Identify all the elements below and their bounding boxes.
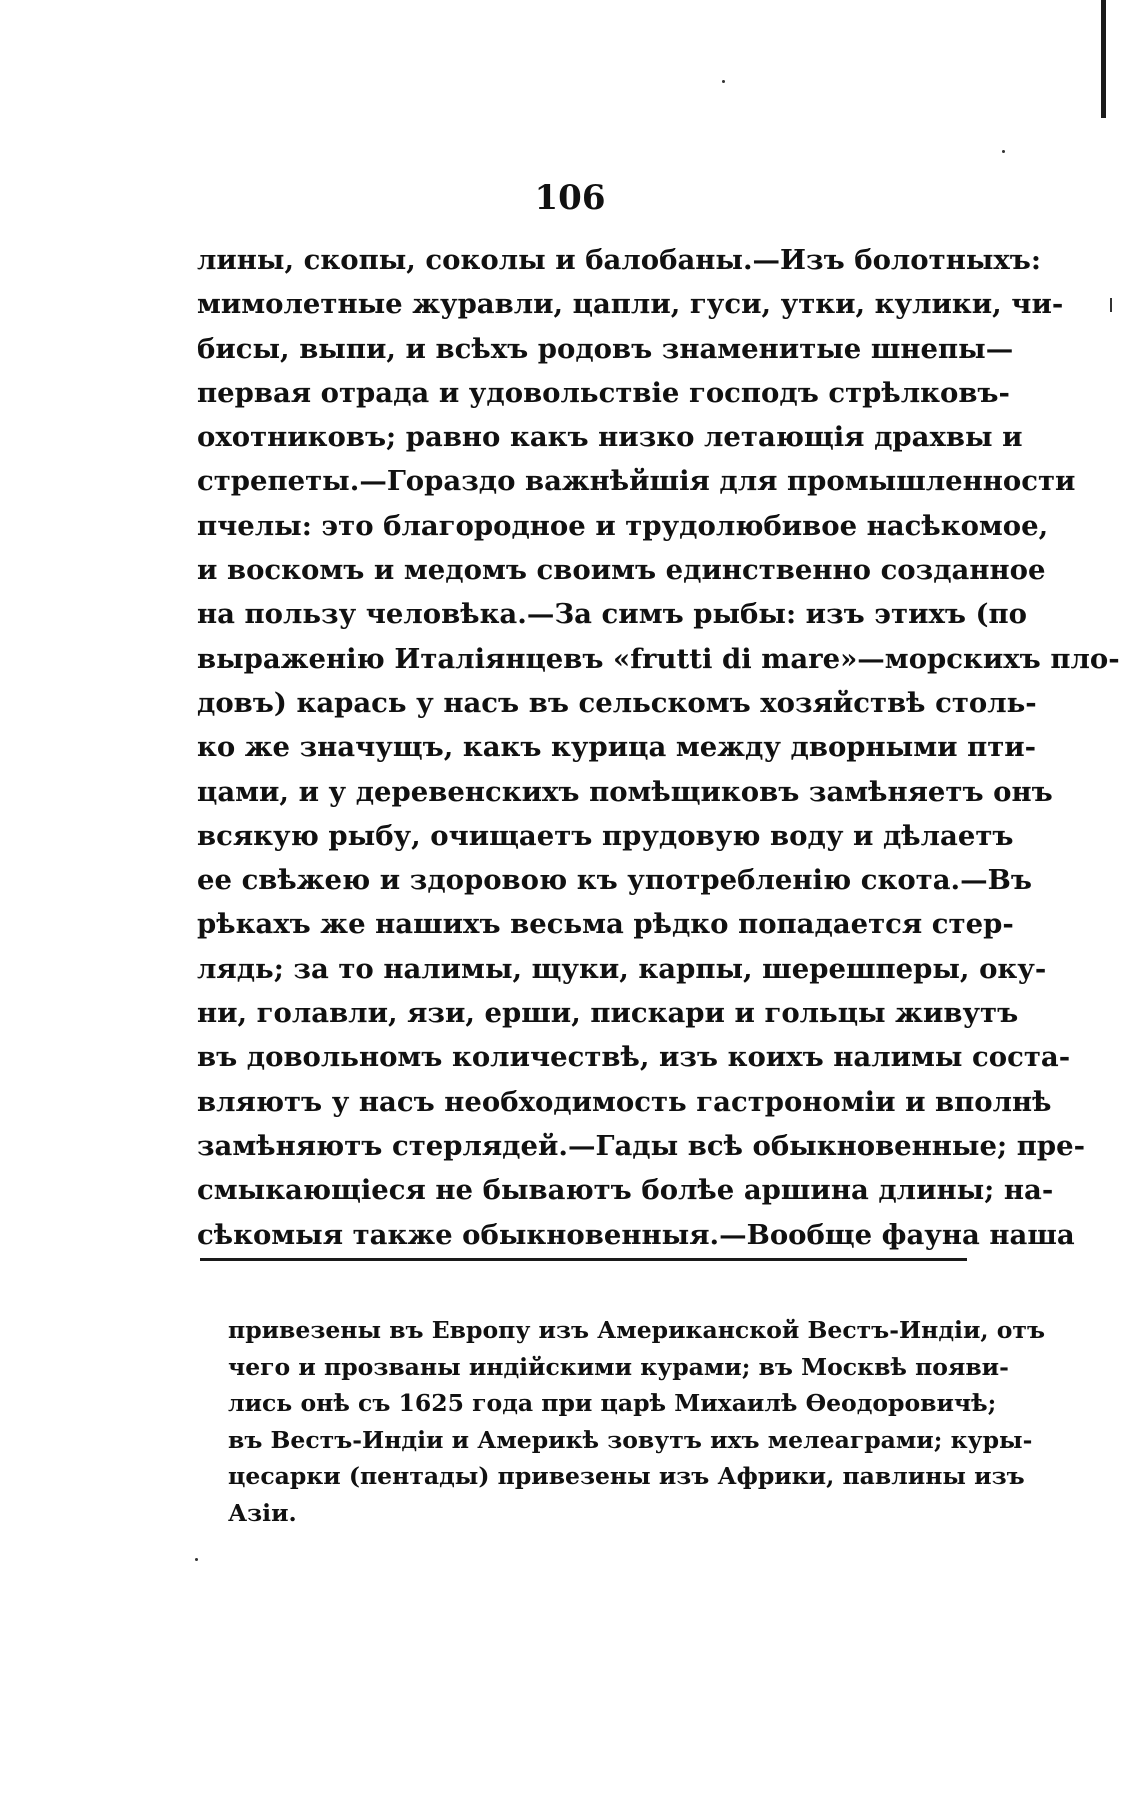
page-edge-mark <box>1101 0 1106 118</box>
footnote-line: привезены въ Европу изъ Американской Вестъ-Индіи, отъ <box>228 1316 1046 1344</box>
text-line: мимолетные журавли, цапли, гуси, утки, кулики, чи- <box>197 288 1064 321</box>
text-line: замѣняютъ стерлядей.—Гады всѣ обыкновенные; пре- <box>197 1129 1085 1162</box>
text-line: стрепеты.—Гораздо важнѣйшія для промышленности <box>197 465 1076 498</box>
text-line: вляютъ у насъ необходимость гастрономіи и вполнѣ <box>197 1085 1052 1118</box>
text-line: сѣкомыя также обыкновенныя.—Вообще фауна наша <box>197 1218 1075 1251</box>
text-line: смыкающіеся не бываютъ болѣе аршина длины; на- <box>197 1174 1054 1207</box>
footnote-line: лись онѣ съ 1625 года при царѣ Михаилѣ Ѳеодоровичѣ; <box>228 1389 997 1417</box>
text-line: первая отрада и удовольствіе господъ стрѣлковъ- <box>197 376 1010 409</box>
page-number: 106 <box>534 178 606 218</box>
main-text-block <box>197 238 1120 1257</box>
text-line: на пользу человѣка.—За симъ рыбы: изъ этихъ (по <box>197 598 1028 631</box>
footnote-divider <box>200 1258 967 1261</box>
footnote-line: чего и прозваны индійскими курами; въ Москвѣ появи- <box>228 1352 1009 1381</box>
paper-speck <box>1110 298 1112 312</box>
text-line: ее свѣжею и здоровою къ употребленію скота.—Въ <box>197 864 1032 897</box>
text-line: въ довольномъ количествѣ, изъ коихъ налимы соста- <box>197 1041 1071 1074</box>
text-line: бисы, выпи, и всѣхъ родовъ знаменитые шнепы— <box>197 332 1014 365</box>
footnote-line: Азіи. <box>228 1498 297 1527</box>
footnote-block <box>228 1312 1046 1531</box>
text-line: выраженію Италіянцевъ «frutti di mare»—морскихъ пло- <box>197 642 1120 675</box>
paper-speck <box>722 80 725 83</box>
paper-speck <box>1002 150 1005 153</box>
text-line: всякую рыбу, очищаетъ прудовую воду и дѣлаетъ <box>197 819 1014 852</box>
text-line: лины, скопы, соколы и балобаны.—Изъ болотныхъ: <box>197 244 1042 276</box>
text-line: цами, и у деревенскихъ помѣщиковъ замѣняетъ онъ <box>197 775 1053 808</box>
footnote-line: цесарки (пентады) привезены изъ Африки, павлины изъ <box>228 1462 1025 1490</box>
text-line: пчелы: это благородное и трудолюбивое насѣкомое, <box>197 509 1049 542</box>
text-line: и воскомъ и медомъ своимъ единственно созданное <box>197 554 1046 587</box>
text-line: охотниковъ; равно какъ низко летающія драхвы и <box>197 421 1023 454</box>
text-line: ко же значущъ, какъ курица между дворными пти- <box>197 731 1037 764</box>
text-line: довъ) карась у насъ въ сельскомъ хозяйствѣ столь- <box>197 686 1037 719</box>
text-line: ни, голавли, язи, ерши, пискари и гольцы живутъ <box>197 997 1019 1030</box>
footnote-line: въ Вестъ-Индіи и Америкѣ зовутъ ихъ мелеаграми; куры- <box>228 1425 1033 1454</box>
text-line: лядь; за то налимы, щуки, карпы, шерешперы, оку- <box>197 952 1047 985</box>
text-line: рѣкахъ же нашихъ весьма рѣдко попадается стер- <box>197 908 1014 941</box>
paper-speck <box>195 1558 198 1561</box>
